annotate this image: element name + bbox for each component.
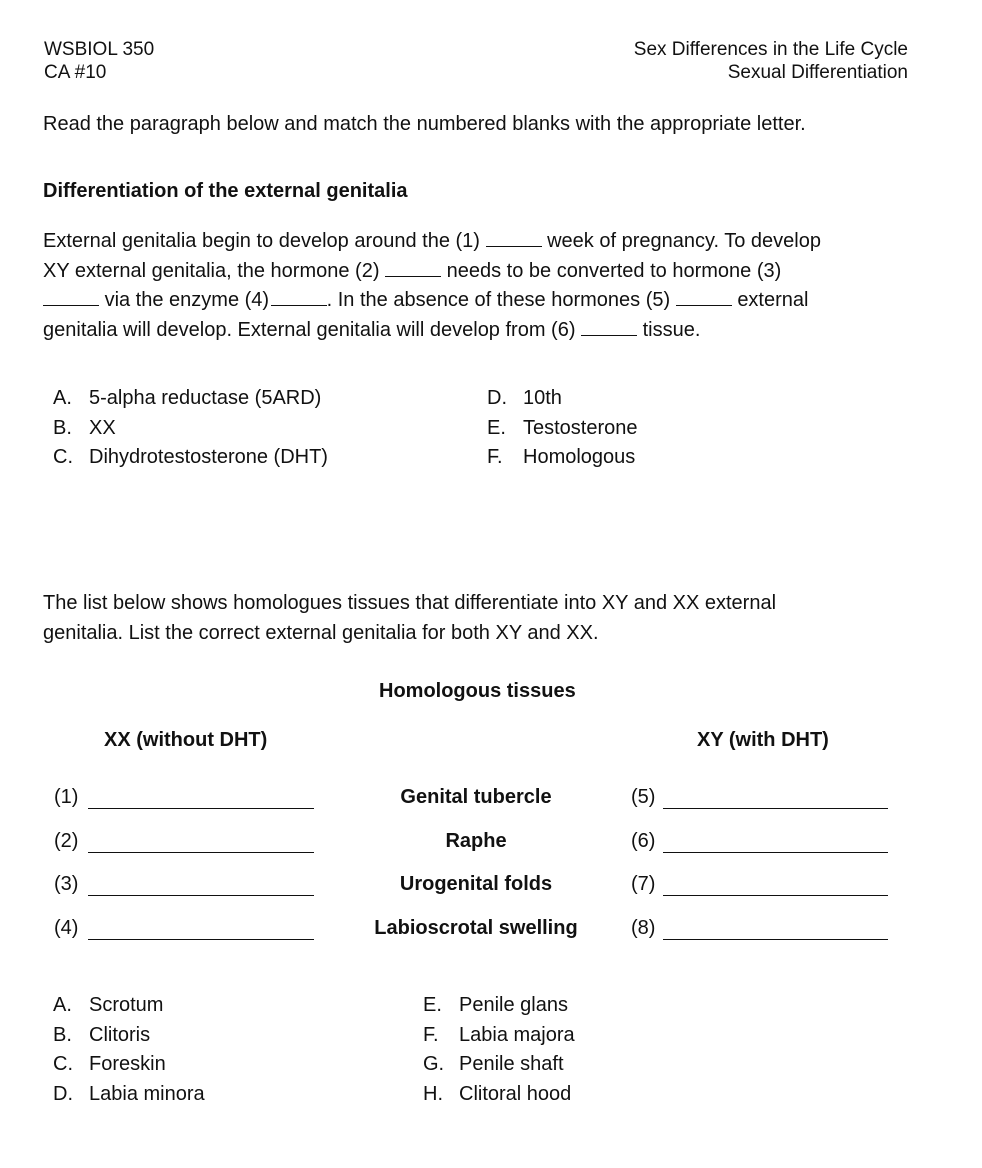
tissue-name: Urogenital folds [399,873,553,895]
intro-line-2: genitalia. List the correct external genitalia for both XY and XX. [43,621,599,644]
xx-answer-line[interactable] [88,808,314,809]
option-item [53,991,205,1021]
option-text: Homologous [523,446,636,468]
option-text: Scrotum [89,994,164,1016]
option-text: Testosterone [523,416,638,439]
option-item [423,1080,575,1110]
text-segment: External genitalia begin to develop around the (1) [43,230,480,252]
option-letter: F. [423,1023,439,1046]
section-title: Differentiation of the external genitalia [43,180,408,202]
instruction-text: Read the paragraph below and match the numbered blanks with the appropriate letter. [43,113,806,135]
table-title: Homologous tissues [379,680,576,702]
option-letter: C. [53,446,73,468]
text-segment: external [737,289,809,311]
option-item [487,384,638,414]
option-item [487,414,638,444]
xy-row-number: (8) [631,917,656,939]
text-segment: . In the absence of these hormones (5) [326,289,671,311]
paragraph-line-3 [43,286,821,316]
xy-answer-line[interactable] [663,895,888,896]
xy-answer-line[interactable] [663,808,888,809]
xx-row-number: (4) [54,917,79,939]
xy-answer-line[interactable] [663,939,888,940]
option-text: Labia minora [89,1082,205,1105]
option-text: Clitoris [89,1023,151,1046]
paragraph-line-4 [43,316,821,346]
option-text: 5-alpha reductase (5ARD) [89,387,322,409]
option-letter: H. [423,1082,443,1105]
blank-2[interactable] [385,260,441,277]
option-letter: A. [53,994,72,1016]
section2-intro [43,589,776,648]
xx-answer-line[interactable] [88,852,314,853]
option-letter: B. [53,416,72,439]
tissue-name: Genital tubercle [400,786,552,808]
text-segment: tissue. [642,318,701,341]
xy-row-number: (6) [631,830,656,852]
header-topic: Sex Differences in the Life Cycle [633,39,908,60]
option-letter: D. [53,1082,73,1105]
xx-row-number: (3) [54,873,79,895]
option-text: XX [89,416,116,439]
intro-line-1: The list below shows homologues tissues that differentiate into XY and XX external [43,592,777,614]
option-text: Penile glans [459,994,568,1016]
option-item [53,384,328,414]
options2-left [53,991,205,1109]
options-left [53,384,328,473]
option-text: 10th [523,387,562,409]
xx-row-number: (1) [54,786,79,808]
options2-right [423,991,575,1109]
blank-3[interactable] [43,289,99,306]
options-right [487,384,638,473]
option-item [423,1021,575,1051]
xx-row-number: (2) [54,830,79,852]
xx-column-header: XX (without DHT) [104,729,268,751]
option-item [53,443,328,473]
option-letter: F. [487,446,503,468]
assignment-number: CA #10 [44,62,107,83]
option-text: Labia majora [459,1023,575,1046]
text-segment: week of pregnancy. To develop [547,230,821,252]
option-item [53,414,328,444]
option-letter: A. [53,387,72,409]
option-text: Penile shaft [459,1053,564,1075]
header-subtopic: Sexual Differentiation [727,62,908,83]
course-code: WSBIOL 350 [44,39,155,60]
xy-row-number: (7) [631,873,656,895]
blank-6[interactable] [581,319,637,336]
option-item [53,1050,205,1080]
paragraph-line-2 [43,257,821,287]
option-letter: D. [487,387,507,409]
option-text: Dihydrotestosterone (DHT) [89,446,328,468]
blank-4[interactable] [271,289,327,306]
tissue-name: Raphe [445,830,507,852]
xy-answer-line[interactable] [663,852,888,853]
paragraph [43,227,821,345]
xy-row-number: (5) [631,786,656,808]
option-item [423,1050,575,1080]
xy-column-header: XY (with DHT) [697,729,829,751]
option-text: Foreskin [89,1053,166,1075]
text-segment: needs to be converted to hormone (3) [446,259,782,282]
blank-1[interactable] [486,230,542,247]
option-text: Clitoral hood [459,1082,572,1105]
option-item [53,1021,205,1051]
xx-answer-line[interactable] [88,895,314,896]
text-segment: genitalia will develop. External genitalia will develop from (6) [43,318,576,341]
option-item [487,443,638,473]
option-letter: B. [53,1023,72,1046]
blank-5[interactable] [676,289,732,306]
tissue-name: Labioscrotal swelling [374,917,578,939]
option-letter: C. [53,1053,73,1075]
option-letter: E. [423,994,442,1016]
xx-answer-line[interactable] [88,939,314,940]
option-letter: E. [487,416,506,439]
option-item [423,991,575,1021]
option-item [53,1080,205,1110]
text-segment: XY external genitalia, the hormone (2) [43,259,380,282]
text-segment: via the enzyme (4) [104,289,270,311]
paragraph-line-1 [43,227,821,257]
option-letter: G. [423,1053,445,1075]
